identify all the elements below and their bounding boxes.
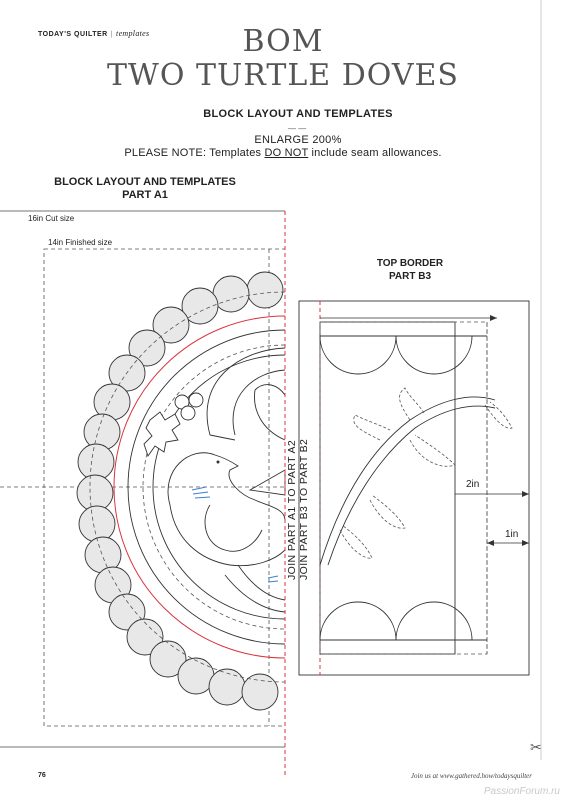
page-title-line1: BOM (242, 24, 324, 59)
decorative-dashes: — — (288, 124, 307, 133)
measure-1in-arrow-left (487, 540, 494, 546)
b3-leaves (340, 388, 512, 558)
b3-top-scallops (320, 336, 472, 374)
finished-size-label: 14in Finished size (48, 238, 113, 247)
b3-cut-rect (299, 301, 529, 675)
measure-1in-label: 1in (505, 529, 519, 540)
dove-body-bottom (170, 505, 285, 566)
cut-size-label: 16in Cut size (28, 214, 75, 223)
magazine-name: TODAY'S QUILTER (38, 31, 108, 38)
blue-stitch-marks (192, 487, 278, 582)
dove-wing (205, 505, 262, 551)
b3-bottom-scallops (320, 602, 472, 640)
dove-eye (217, 461, 220, 464)
dove-tail (250, 470, 285, 495)
b3-inner-rect (320, 322, 455, 654)
wreath-band-cap (210, 435, 235, 440)
measure-2in-label: 2in (466, 479, 480, 490)
header-separator: | (110, 31, 114, 38)
subheading: BLOCK LAYOUT AND TEMPLATES (203, 108, 393, 120)
wreath-leaf-top-2 (254, 390, 285, 440)
part-b3-title-line2: PART B3 (388, 271, 432, 282)
page-title-line2: TWO TURTLE DOVES (107, 58, 459, 93)
scissors-icon: ✂ (530, 740, 542, 756)
section-name: templates (116, 29, 150, 38)
note-suffix: include seam allowances. (308, 147, 442, 159)
wreath-band-top-inner (233, 370, 285, 435)
note-prefix: PLEASE NOTE: Templates (124, 147, 265, 159)
a1-circle-ring (77, 272, 283, 710)
watermark: PassionForum.ru (483, 786, 560, 797)
measure-2in-arrow (522, 491, 529, 497)
b3-top-arrow-head (490, 315, 497, 321)
part-a1-title-line1: BLOCK LAYOUT AND TEMPLATES (54, 176, 236, 188)
b3-vine-inner (328, 406, 495, 565)
wreath-band-bottom (225, 575, 285, 612)
join-label-line1: JOIN PART A1 TO PART A2 (286, 439, 298, 580)
join-label-line2: JOIN PART B3 TO PART B2 (298, 438, 310, 580)
dove-body-top (168, 453, 285, 520)
join-label (286, 439, 310, 580)
measure-1in-arrow (522, 540, 529, 546)
part-b3-title-line1: TOP BORDER (376, 258, 444, 269)
enlarge-instruction: ENLARGE 200% (254, 134, 342, 146)
wreath-leaf-top (255, 385, 285, 395)
holly-leaf (144, 412, 180, 456)
footer-url: Join us at www.gathered.how/todaysquilter (410, 772, 532, 780)
note-emphasis: DO NOT (264, 147, 309, 159)
page-number: 76 (38, 772, 46, 779)
part-a1-title-line2: PART A1 (122, 189, 168, 201)
